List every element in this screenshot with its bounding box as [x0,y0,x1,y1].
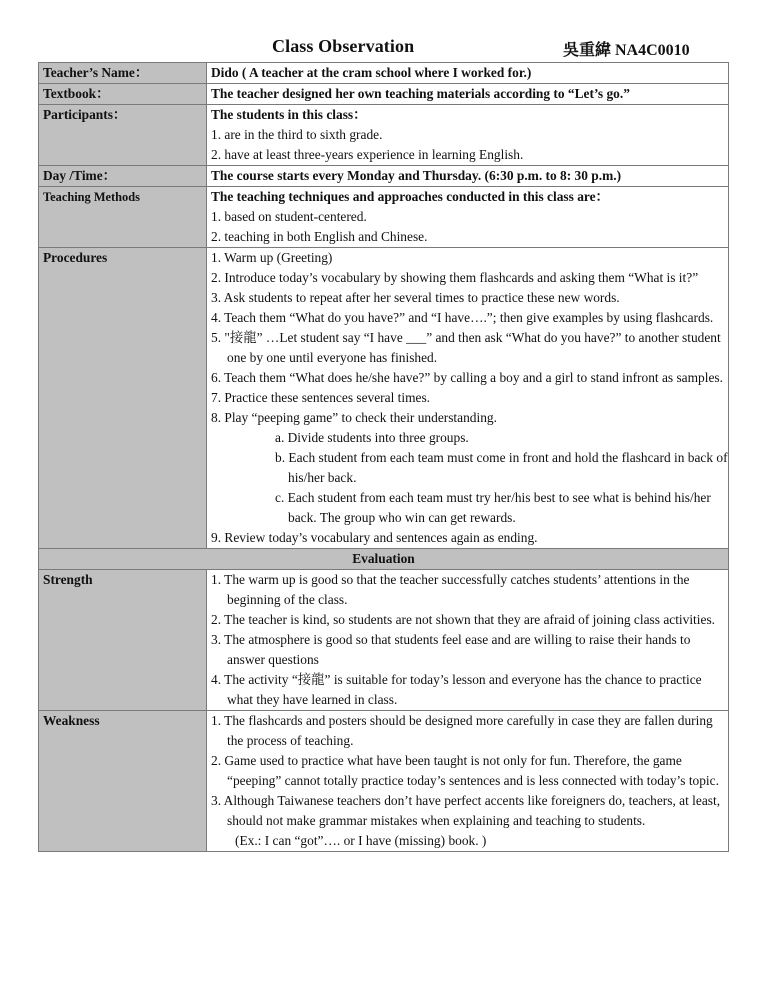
label-weakness: Weakness [39,711,207,852]
procedure-step: 6. Teach them “What does he/she have?” by calling a boy and a girl to stand infront as samples. [211,370,723,385]
procedure-step: 8. Play “peeping game” to check their understanding. [211,410,497,425]
evaluation-section-header: Evaluation [39,549,729,570]
row-teacher-name [39,63,729,84]
value-teaching-methods [207,187,729,248]
value-weakness [207,711,729,852]
row-weakness [39,711,729,852]
weakness-item: 3. Although Taiwanese teachers don’t have perfect accents like foreigners do, teachers, at least, should not make grammar mistakes when explaining and teaching to students. [211,793,721,828]
value-day-time: The course starts every Monday and Thursday. (6:30 p.m. to 8: 30 p.m.) [207,166,729,187]
row-day-time [39,166,729,187]
student-id: 吳重緯 NA4C0010 [563,42,690,59]
procedure-substep: c. Each student from each team must try her/his best to see what is behind his/her back. The group who win can get rewards. [275,490,711,525]
value-procedures [207,248,729,549]
label-textbook: Textbook： [39,84,207,105]
row-teaching-methods [39,187,729,248]
observation-table [38,62,729,852]
row-strength [39,570,729,711]
row-textbook [39,84,729,105]
participants-intro: The students in this class： [211,107,367,122]
weakness-item: 1. The flashcards and posters should be designed more carefully in case they are fallen during the process of teaching. [211,713,713,748]
teaching-methods-item: 1. based on student-centered. [211,209,367,224]
value-teacher-name: Dido ( A teacher at the cram school where I worked for.) [207,63,729,84]
row-evaluation-header [39,549,729,570]
teaching-methods-intro: The teaching techniques and approaches conducted in this class are： [211,189,609,204]
label-day-time: Day /Time： [39,166,207,187]
value-participants [207,105,729,166]
label-teacher-name: Teacher’s Name： [39,63,207,84]
label-teaching-methods: Teaching Methods [39,187,207,248]
page-title: Class Observation [272,36,415,56]
strength-item: 4. The activity “接龍” is suitable for today’s lesson and everyone has the chance to practice what they have learned in class. [211,672,702,707]
row-procedures [39,248,729,549]
procedure-step: 5. "接龍” …Let student say “I have ___” and then ask “What do you have?” to another student one by one until everyone has finished. [211,330,721,365]
row-participants [39,105,729,166]
participants-item: 2. have at least three-years experience in learning English. [211,147,524,162]
strength-item: 2. The teacher is kind, so students are not shown that they are afraid of joining class activities. [211,612,715,627]
procedure-step: 7. Practice these sentences several times. [211,390,430,405]
procedure-step: 4. Teach them “What do you have?” and “I have….”; then give examples by using flashcards. [211,310,714,325]
procedure-substep: a. Divide students into three groups. [275,430,469,445]
weakness-item: 2. Game used to practice what have been taught is not only for fun. Therefore, the game “peeping” cannot totally practice today’s sentences and is less connected with today’s topic. [211,753,719,788]
procedure-step: 9. Review today’s vocabulary and sentences again as ending. [211,530,538,545]
strength-item: 3. The atmosphere is good so that students feel ease and are willing to raise their hands to answer questions [211,632,691,667]
strength-item: 1. The warm up is good so that the teacher successfully catches students’ attentions in the beginning of the class. [211,572,690,607]
procedure-step: 1. Warm up (Greeting) [211,250,333,265]
value-textbook: The teacher designed her own teaching materials according to “Let’s go.” [207,84,729,105]
teaching-methods-item: 2. teaching in both English and Chinese. [211,229,428,244]
procedure-step: 2. Introduce today’s vocabulary by showing them flashcards and asking them “What is it?” [211,270,699,285]
label-procedures: Procedures [39,248,207,549]
label-strength: Strength [39,570,207,711]
value-strength [207,570,729,711]
label-participants: Participants： [39,105,207,166]
participants-item: 1. are in the third to sixth grade. [211,127,383,142]
document-header [0,36,768,58]
procedure-step: 3. Ask students to repeat after her several times to practice these new words. [211,290,620,305]
weakness-example: (Ex.: I can “got”…. or I have (missing) book. ) [235,833,487,848]
procedure-substep: b. Each student from each team must come in front and hold the flashcard in back of his/her back. [275,450,728,485]
